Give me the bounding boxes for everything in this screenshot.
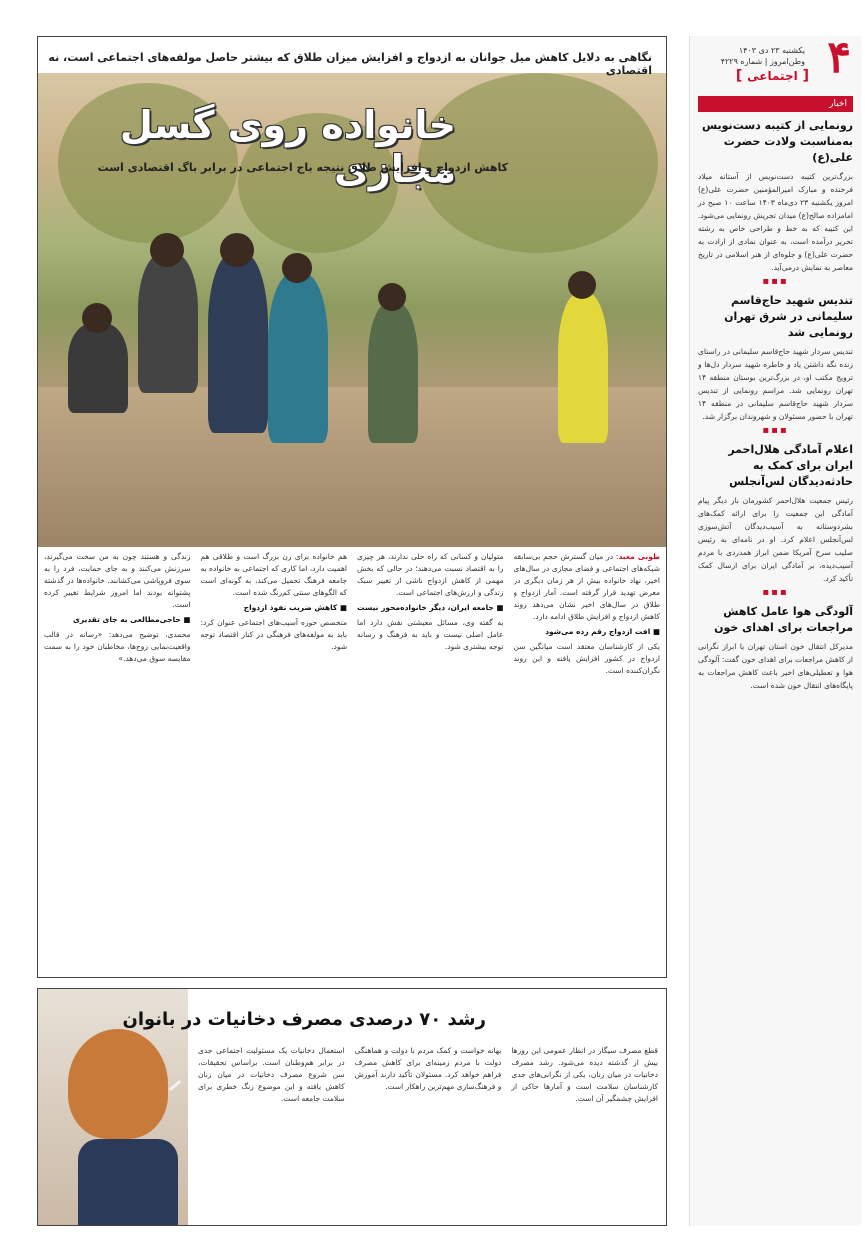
person-head xyxy=(568,271,596,299)
masthead xyxy=(698,32,853,88)
brief-title[interactable]: رونمایی از کتیبه دست‌نویس به‌مناسبت ولادت حضرت علی(ع) xyxy=(701,119,853,164)
person-figure xyxy=(208,253,268,433)
article-column xyxy=(357,551,504,971)
brief-separator: ▪▪▪ xyxy=(762,425,789,436)
person-figure xyxy=(368,303,418,443)
cigarette-icon xyxy=(169,1080,182,1091)
article-subhead: کاهش ازدواج و افزایش طلاق نتیجه باج اجتماعی در برابر باگ اقتصادی است xyxy=(97,161,508,174)
person-head xyxy=(220,233,254,267)
brief-text: بزرگ‌ترین کتیبه دست‌نویس از آستانه میلاد فرخنده و مبارک امیرالمؤمنین حضرت علی(ع) امروز یکشنبه ۲۳ دی‌ماه ۱۴۰۳ ساعت ۱۰ صبح در امامزاده صالح(ع) میدان تجریش رونمایی می‌شود. این کتیبه که به خط و طراحی خاص به رشته تحریر درآمده است، به عنوان نمادی از ارادت به حضرت علی(ع) و جلوه‌ای از هنر اسلامی در تاریخ معاصر به نمایش درمی‌آید. xyxy=(698,172,854,272)
issue-date: یکشنبه ۲۳ دی ۱۴۰۳ xyxy=(738,46,805,55)
news-tag: اخبار xyxy=(698,96,853,112)
bottom-columns xyxy=(198,1045,658,1219)
feature-article xyxy=(37,36,667,978)
brief-separator: ▪▪▪ xyxy=(762,587,789,598)
brief-text: تندیس سردار شهید حاج‌قاسم سلیمانی در راستای زنده نگه داشتن یاد و خاطره شهید سردار دل‌ها و ترویج مکتب او، در بزرگ‌ترین بوستان منطقه ۱۴ تهران رونمایی شد. مراسم رونمایی از تندیس سردار شهید حاج‌قاسم سلیمانی در منطقه ۱۴ تهران با حضور مسئولان و شهروندان برگزار شد. xyxy=(698,347,853,421)
column-text: زندگی و هستند چون به من سخت می‌گیرند، سرزنش می‌کنند و به جای حمایت، فرد را به سوی فروپاشی می‌کشانند. خانواده‌ها در گذشته پشتوانه بودند اما امروز شرایط تغییر کرده است. xyxy=(44,552,191,609)
column-text: متولیان و کسانی که راه حلی ندارند، هر چیزی را به اقتصاد نسبت می‌دهند؛ در حالی که بخش مهمی از کاهش ازدواج ناشی از تغییر سبک زندگی و ارزش‌های اجتماعی است. xyxy=(357,552,504,597)
coat-shape xyxy=(78,1139,178,1225)
article-column: قطع مصرف سیگار در انظار عمومی این روزها بیش از گذشته دیده می‌شود. رشد مصرف دخانیات در میان زنان، یکی از نگرانی‌های جدی کارشناسان سلامت است و آمارها حاکی از افزایش چشمگیر آن است. xyxy=(511,1046,658,1103)
article-column: بهانه خواست و کمک مردم با دولت و هماهنگی دولت با مردم زمینه‌ای برای کاهش مصرف فراهم خواهد کرد. مسئولان تأکید دارند آموزش و فرهنگ‌سازی مهم‌ترین راهکار است. xyxy=(354,1046,502,1091)
article-column: استعمال دخانیات یک مسئولیت اجتماعی جدی در برابر هم‌وطنان است. براساس تحقیقات، سن شروع مصرف دخانیات در میان زنان کاهش یافته و این موضوع زنگ خطری برای سلامت جامعه است. xyxy=(197,1046,345,1103)
column-text: یکی از کارشناسان معتقد است میانگین سن ازدواج در کشور افزایش یافته و این روند نگران‌کننده است. xyxy=(513,642,660,675)
bottom-headline[interactable]: رشد ۷۰ درصدی مصرف دخانیات در بانوان xyxy=(122,1009,486,1030)
article-columns xyxy=(44,551,660,971)
column-subhead: ■ افت ازدواج رقم زده می‌شود xyxy=(545,627,660,636)
brief-title[interactable]: اعلام آمادگی هلال‌احمر ایران برای کمک به حادثه‌دیدگان لس‌آنجلس xyxy=(728,443,853,488)
brief-text: رئیس جمعیت هلال‌احمر کشورمان بار دیگر پیام آمادگی این جمعیت را برای ارائه کمک‌های بشردوستانه به آسیب‌دیدگان آتش‌سوزی لس‌آنجلس اعلام کرد. او در نامه‌ای به رئیس صلیب سرخ آمریکا ضمن ابراز همدردی با مردم آسیب‌دیده، بر آمادگی ایران برای ارسال کمک تأکید کرد. xyxy=(698,496,853,583)
brief-title[interactable]: آلودگی هوا عامل کاهش مراجعات برای اهدای خون xyxy=(714,605,853,634)
sidebar xyxy=(689,32,861,1226)
section-label: [ اجتماعی ] xyxy=(735,68,809,84)
article-column xyxy=(514,551,661,971)
issue-number: وطن‌امروز | شماره ۴۲۲۹ xyxy=(720,57,805,66)
column-text: محمدی، توضیح می‌دهد: «رسانه در قالب واقعیت‌نمایی زوج‌ها، مخاطبان خود را به سمت مقایسه سوق می‌دهد.» xyxy=(44,630,191,663)
person-figure xyxy=(558,293,608,443)
article-headline[interactable]: خانواده روی گسل مجازی xyxy=(119,103,456,191)
page-number: ۴ xyxy=(827,32,851,83)
column-subhead: ■ جامعه ایران، دیگر خانواده‌محور نیست xyxy=(357,603,504,612)
person-figure xyxy=(268,273,328,443)
person-head xyxy=(282,253,312,283)
person-figure xyxy=(68,323,128,413)
column-text: هم خانواده برای زن بزرگ است و طلاقی هم اهمیت دارد، اما کاری که اجتماعی به خانواده به جامعه فرهنگ تحمیل می‌کند، به گونه‌ای است که الگوهای سنتی کم‌رنگ شده است. xyxy=(200,552,347,597)
article-column xyxy=(201,551,348,971)
brief-separator: ▪▪▪ xyxy=(762,276,789,287)
headscarf-shape xyxy=(68,1029,168,1139)
person-figure xyxy=(138,253,198,393)
brief-title[interactable]: تندیس شهید حاج‌قاسم سلیمانی در شرق تهران رونمایی شد xyxy=(724,294,853,339)
column-subhead: ■ کاهش ضریب نفوذ ازدواج xyxy=(243,603,347,612)
person-head xyxy=(82,303,112,333)
column-text: به گفته وی، مسائل معیشتی نقش دارد اما عامل اصلی نیست و باید به فرهنگ و رسانه توجه بیشتری شود. xyxy=(357,618,504,651)
article-kicker: نگاهی به دلایل کاهش میل جوانان به ازدواج و افزایش میزان طلاق که بیشتر حاصل مولفه‌های اجتماعی است، نه اقتصادی xyxy=(48,51,652,77)
person-head xyxy=(150,233,184,267)
article-column xyxy=(44,551,191,971)
person-head xyxy=(378,283,406,311)
brief-text: مدیرکل انتقال خون استان تهران با ابراز نگرانی از کاهش مراجعات برای اهدای خون گفت: آلودگی هوا و تعطیلی‌های اخیر باعث کاهش مراجعات به پایگاه‌های انتقال خون شده است. xyxy=(698,642,853,690)
column-subhead: ■ حاجی‌مطالعی به جای تقدیری xyxy=(72,615,191,624)
column-text: : در میان گسترش حجم بی‌سابقه شبکه‌های اجتماعی و فضای مجازی در سال‌های اخیر، نهاد خانواده بیش از هر زمان دیگری در معرض تهدید قرار گرفته است. آمار ازدواج و طلاق در سال‌های اخیر نشان می‌دهد روند کاهش ازدواج و افزایش طلاق ادامه دارد. xyxy=(513,552,660,621)
bottom-article xyxy=(37,988,667,1226)
author-byline: طوبی معبد xyxy=(618,552,660,561)
section-name: اجتماعی xyxy=(747,69,798,83)
column-text: متخصص حوزه آسیب‌های اجتماعی عنوان کرد: باید به مولفه‌های فرهنگی در کنار اقتصاد توجه شود. xyxy=(200,618,347,651)
